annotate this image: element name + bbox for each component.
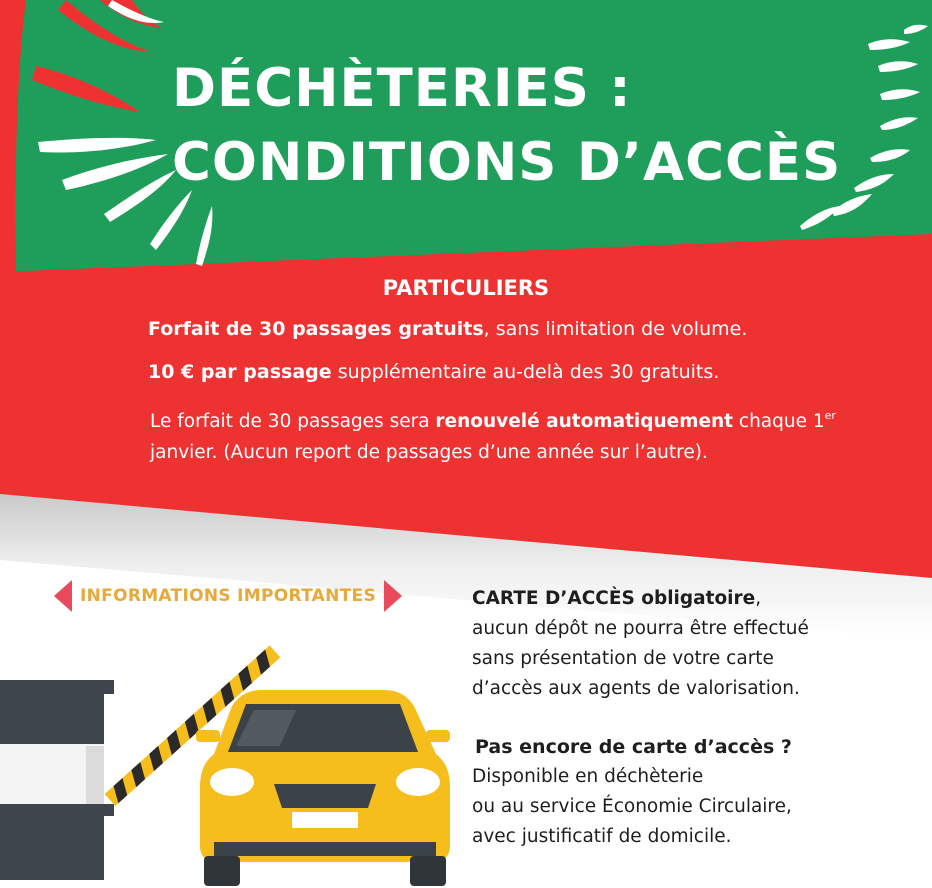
price-bold: 10 € par passage <box>148 361 332 383</box>
renewal-end: janvier. (Aucun report de passages d’une année sur l’autre). <box>150 442 708 463</box>
carte-line <box>472 584 927 614</box>
title-line-1: DÉCHÈTERIES : <box>172 58 632 119</box>
car-at-barrier-illustration <box>0 646 450 886</box>
carte-line-1: aucun dépôt ne pourra être effectué <box>472 618 809 639</box>
arrow-left-icon <box>54 580 72 612</box>
access-info <box>472 584 927 852</box>
price-rest: supplémentaire au-delà des 30 gratuits. <box>331 361 720 383</box>
arrow-right-icon <box>384 580 402 612</box>
price-line <box>148 361 719 383</box>
carte-line-2: sans présentation de votre carte <box>472 648 774 669</box>
particuliers-heading: PARTICULIERS <box>382 276 550 300</box>
renewal-mid: chaque 1 <box>733 411 825 432</box>
info-label: INFORMATIONS IMPORTANTES <box>80 586 377 606</box>
title-line-2: CONDITIONS D’ACCÈS <box>172 132 842 193</box>
pas-encore-line-2: ou au service Économie Circulaire, <box>472 796 792 817</box>
carte-line-3: d’accès aux agents de valorisation. <box>472 678 800 699</box>
info-tag <box>54 578 402 614</box>
pas-encore-line-3: avec justificatif de domicile. <box>472 826 732 847</box>
forfait-line <box>148 318 747 340</box>
carte-comma: , <box>755 588 762 609</box>
forfait-bold: Forfait de 30 passages gratuits <box>148 318 484 340</box>
pas-encore-line-1: Disponible en déchèterie <box>472 766 704 787</box>
renewal-sup: er <box>824 409 836 422</box>
renewal-line <box>150 400 840 468</box>
renewal-start: Le forfait de 30 passages sera <box>150 411 436 432</box>
page-title <box>172 52 841 200</box>
carte-bold: CARTE D’ACCÈS obligatoire <box>472 588 756 609</box>
forfait-rest: , sans limitation de volume. <box>483 318 748 340</box>
renewal-bold: renouvelé automatiquement <box>435 411 734 432</box>
pas-encore-heading: Pas encore de carte d’accès ? <box>475 736 792 758</box>
